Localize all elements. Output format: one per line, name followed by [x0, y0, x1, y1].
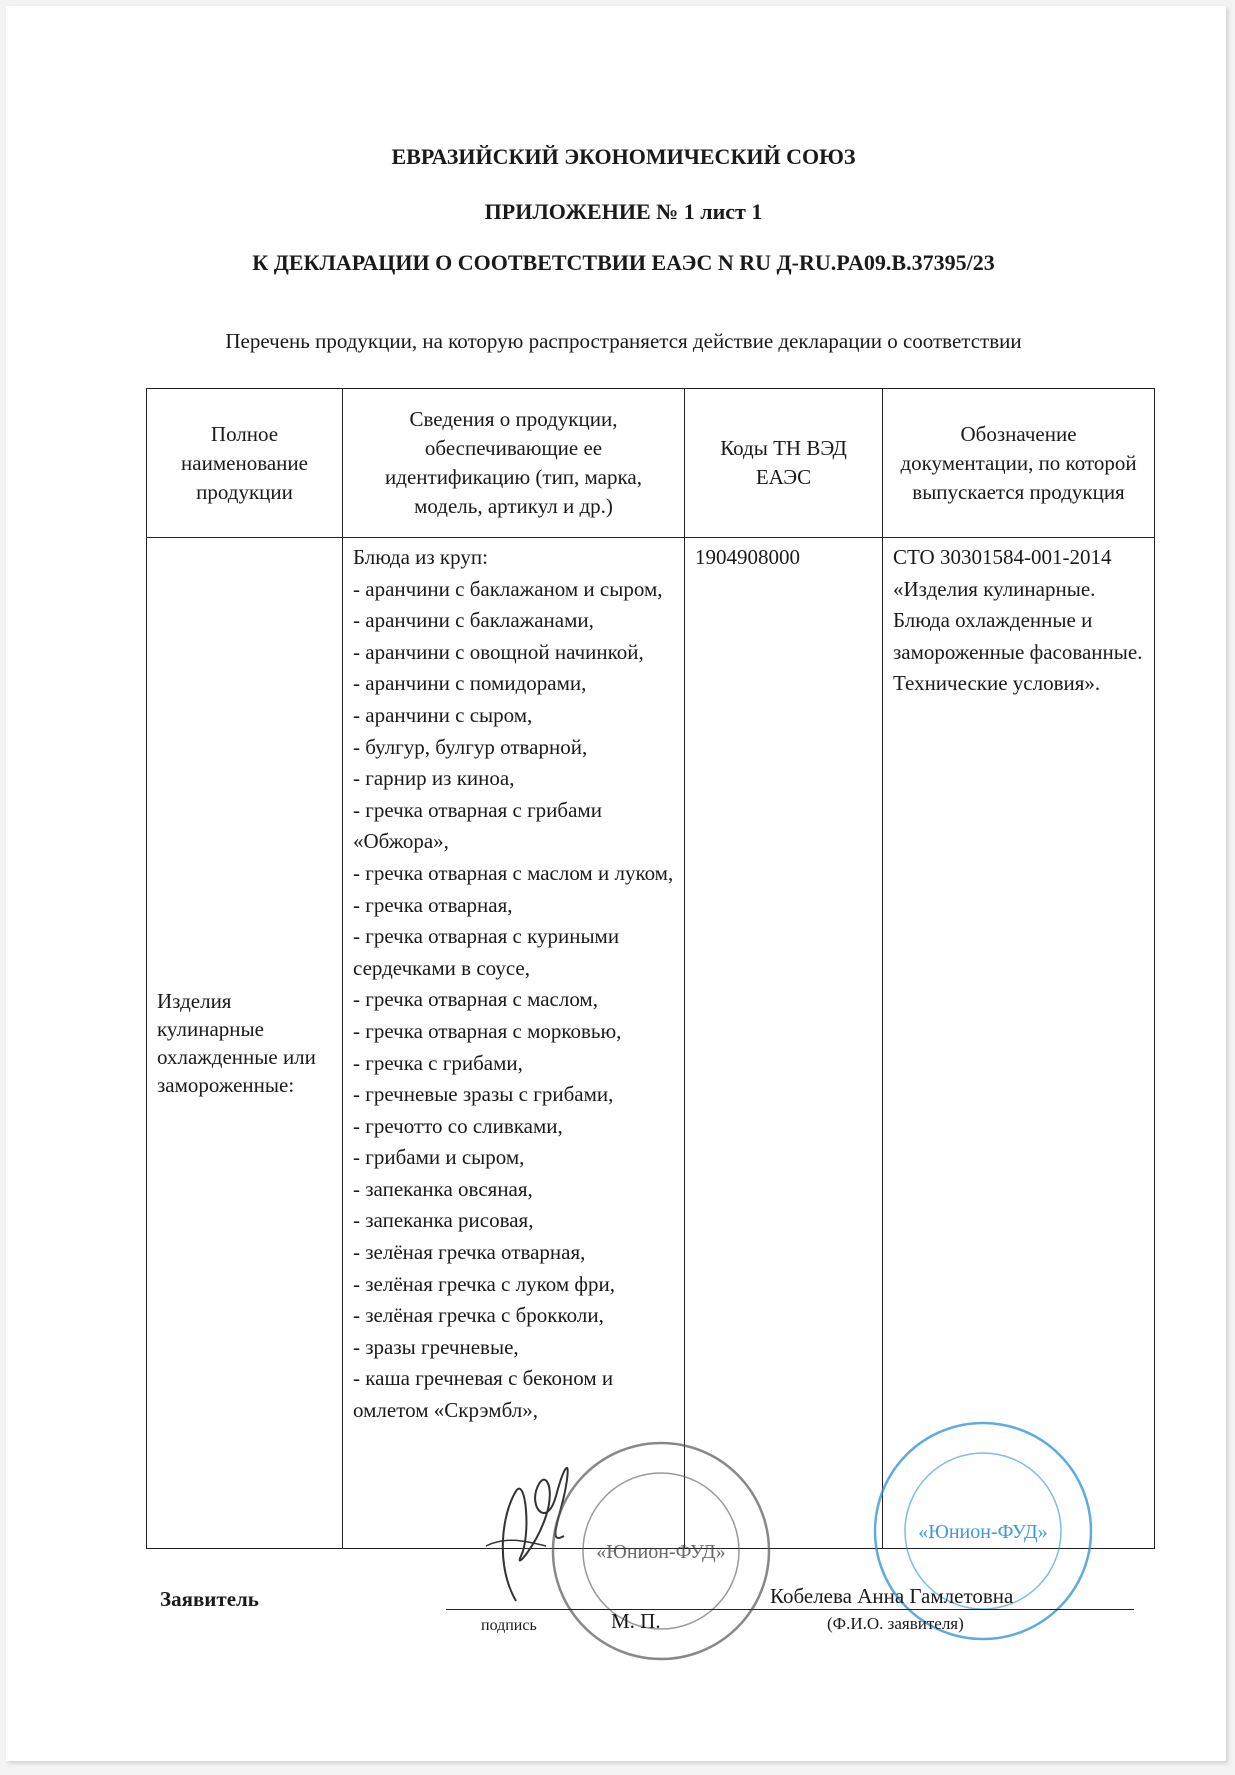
- signature-line: [446, 1609, 1134, 1610]
- list-item: - гречка отварная с куриными сердечками в соусе,: [353, 924, 620, 980]
- list-item: - запеканка рисовая,: [353, 1208, 534, 1233]
- list-item: - каша гречневая с беконом и омлетом «Скрэмбл»,: [353, 1366, 614, 1423]
- signature-caption: подпись: [481, 1617, 537, 1634]
- declaration-title: К ДЕКЛАРАЦИИ О СООТВЕТСТВИИ ЕАЭС N RU Д-RU.PA09.B.37395/23: [252, 250, 995, 275]
- list-item: - грибами и сыром,: [353, 1145, 525, 1170]
- list-item: - гречка отварная с маслом,: [353, 987, 598, 1012]
- info-title: Блюда из круп:: [353, 545, 488, 569]
- seal-place-label: М. П.: [611, 1609, 661, 1633]
- list-item: - зелёная гречка с луком фри,: [353, 1271, 615, 1296]
- product-items-list: [353, 574, 674, 1427]
- list-item: - аранчини с овощной начинкой,: [353, 639, 644, 664]
- list-item: - зелёная гречка с брокколи,: [353, 1303, 604, 1328]
- list-item: - запеканка овсяная,: [353, 1176, 533, 1201]
- column-header-info: Сведения о продукции, обеспечивающие ее идентификацию (тип, марка, модель, артикул и др.): [343, 389, 685, 538]
- table-header-row: [147, 389, 1155, 538]
- list-item: - аранчини с помидорами,: [353, 671, 587, 696]
- list-item: - гречка отварная,: [353, 892, 513, 917]
- table-row: [147, 538, 1155, 1549]
- applicant-caption: (Ф.И.О. заявителя): [827, 1614, 964, 1633]
- list-item: - гречневые зразы с грибами,: [353, 1082, 614, 1107]
- list-item: - аранчини с сыром,: [353, 702, 533, 727]
- document-page: [6, 6, 1226, 1761]
- union-title: ЕВРАЗИЙСКИЙ ЭКОНОМИЧЕСКИЙ СОЮЗ: [391, 144, 856, 169]
- applicant-label: Заявитель: [160, 1587, 259, 1611]
- list-item: - гречотто со сливками,: [353, 1113, 563, 1138]
- list-item: - булгур, булгур отварной,: [353, 734, 588, 759]
- column-header-docs: Обозначение документации, по которой выпускается продукция: [883, 389, 1155, 538]
- product-table: [146, 388, 1155, 1549]
- list-item: - гречка с грибами,: [353, 1050, 523, 1075]
- applicant-name: Кобелева Анна Гамлетовна: [770, 1584, 1014, 1608]
- seal-stamp-blue: [868, 1416, 1098, 1646]
- list-item: - гречка отварная с грибами «Обжора»,: [353, 797, 602, 854]
- column-header-codes: Коды ТН ВЭД ЕАЭС: [685, 389, 883, 538]
- list-item: - аранчини с баклажаном и сыром,: [353, 576, 663, 601]
- product-name-cell: Изделия кулинарные охлажденные или замороженные:: [147, 538, 343, 1549]
- product-list-caption: Перечень продукции, на которую распространяется действие декларации о соответствии: [225, 329, 1022, 353]
- seal-stamp-signature: [546, 1436, 776, 1666]
- stamp-text-2: «Юнион-ФУД»: [918, 1521, 1048, 1543]
- stamp-text-1: «Юнион-ФУД»: [596, 1541, 726, 1563]
- codes-cell: 1904908000: [685, 538, 883, 1549]
- list-item: - зразы гречневые,: [353, 1334, 519, 1359]
- docs-cell: СТО 30301584-001-2014 «Изделия кулинарные. Блюда охлажденные и замороженные фасованные. Технические условия».: [883, 538, 1155, 1549]
- list-item: - гречка отварная с маслом и луком,: [353, 860, 674, 885]
- list-item: - гречка отварная с морковью,: [353, 1018, 622, 1043]
- list-item: - гарнир из киноа,: [353, 766, 515, 791]
- list-item: - зелёная гречка отварная,: [353, 1240, 586, 1265]
- list-item: - аранчини с баклажанами,: [353, 608, 594, 633]
- appendix-title: ПРИЛОЖЕНИЕ № 1 лист 1: [484, 199, 763, 224]
- column-header-name: Полное наименование продукции: [147, 389, 343, 538]
